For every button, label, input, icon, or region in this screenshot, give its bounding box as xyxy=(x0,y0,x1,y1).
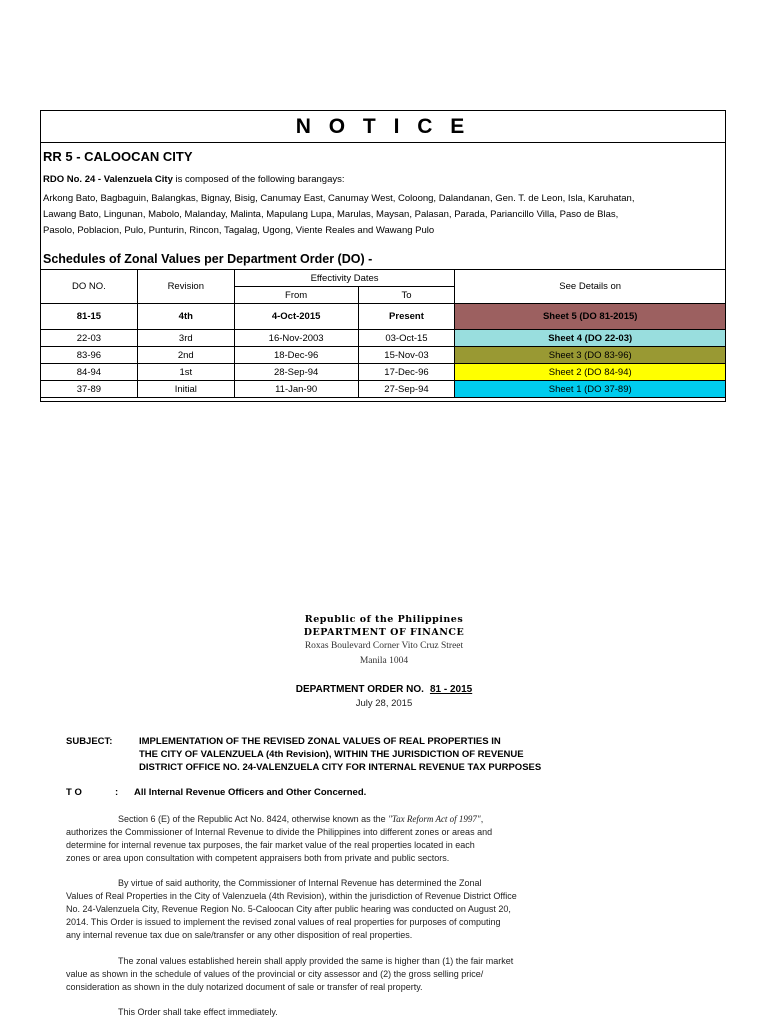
paragraph-2 xyxy=(66,877,686,942)
rdo-name: RDO No. 24 - Valenzuela City xyxy=(43,174,173,185)
paragraph-line xyxy=(66,813,686,826)
header-to: To xyxy=(358,287,455,304)
cell-from: 28-Sep-94 xyxy=(234,364,358,381)
table-row xyxy=(41,381,726,398)
paragraph-line: determine for internal revenue tax purposes, the fair market value of the real properties located in each xyxy=(66,840,475,850)
schedules-title-suffix: - xyxy=(364,252,373,266)
letterhead-city: Manila 1004 xyxy=(359,656,409,666)
paragraph-line: any internal revenue tax due on sale/transfer or any other disposition of real properties. xyxy=(66,930,413,940)
header-effectivity: Effectivity Dates xyxy=(234,270,455,287)
paragraph-line: authorizes the Commissioner of Internal Revenue to divide the Philippines into different zones or areas and xyxy=(66,827,493,837)
notice-box xyxy=(40,110,726,402)
paragraph-text: , xyxy=(480,814,484,824)
sheet-link[interactable]: Sheet 1 (DO 37-89) xyxy=(455,381,726,398)
subject-line: THE CITY OF VALENZUELA (4th Revision), WITHIN THE JURISDICTION OF REVENUE xyxy=(139,749,524,760)
paragraph-line: consideration as shown in the duly notarized document of sale or transfer of real property. xyxy=(66,982,423,992)
cell-from: 16-Nov-2003 xyxy=(234,330,358,347)
table-row xyxy=(41,364,726,381)
act-title: "Tax Reform Act of 1997" xyxy=(388,814,481,824)
subject-line: DISTRICT OFFICE NO. 24-VALENZUELA CITY FOR INTERNAL REVENUE TAX PURPOSES xyxy=(139,762,542,773)
paragraph-line: 2014. This Order is issued to implement the revised zonal values of real properties for purposes of computing xyxy=(66,917,501,927)
rdo-description: is composed of the following barangays: xyxy=(172,174,345,185)
paragraph-line: zones or area upon consultation with competent appraisers both from private and public sectors. xyxy=(66,853,450,863)
order-date: July 28, 2015 xyxy=(355,698,413,709)
barangay-line: Arkong Bato, Bagbaguin, Balangkas, Bignay, Bisig, Canumay East, Canumay West, Coloong, Dalandanan, Gen. T. de Leon, Isla, Karuhatan, xyxy=(43,193,635,204)
cell-do-no: 22-03 xyxy=(41,330,138,347)
cell-to: 03-Oct-15 xyxy=(358,330,455,347)
cell-to: 15-Nov-03 xyxy=(358,347,455,364)
table-header-row xyxy=(41,270,726,287)
sheet-link[interactable]: Sheet 5 (DO 81-2015) xyxy=(455,304,726,330)
cell-do-no: 37-89 xyxy=(41,381,138,398)
sheet-link[interactable]: Sheet 2 (DO 84-94) xyxy=(455,364,726,381)
to-colon: : xyxy=(115,787,119,798)
header-revision: Revision xyxy=(137,270,234,304)
sheet-link[interactable]: Sheet 4 (DO 22-03) xyxy=(455,330,726,347)
barangay-line: Lawang Bato, Lingunan, Mabolo, Malanday, Malinta, Mapulang Lupa, Marulas, Maysan, Palasan, Parada, Pariancillo Villa, Paso de Blas, xyxy=(43,209,619,220)
subject-line: IMPLEMENTATION OF THE REVISED ZONAL VALUES OF REAL PROPERTIES IN xyxy=(139,736,501,747)
table-row xyxy=(41,304,726,330)
rdo-line xyxy=(43,174,345,185)
order-number: 81 - 2015 xyxy=(429,684,473,695)
sheet-link[interactable]: Sheet 3 (DO 83-96) xyxy=(455,347,726,364)
paragraph-line: value as shown in the schedule of values of the provincial or city assessor and (2) the gross selling price/ xyxy=(66,969,484,979)
cell-do-no: 81-15 xyxy=(41,304,138,330)
revenue-region: RR 5 - CALOOCAN CITY xyxy=(43,149,193,164)
cell-from: 4-Oct-2015 xyxy=(234,304,358,330)
cell-revision: 4th xyxy=(137,304,234,330)
header-from: From xyxy=(234,287,358,304)
order-number-line xyxy=(0,684,768,695)
barangay-line: Pasolo, Poblacion, Pulo, Punturin, Rincon, Tagalag, Ugong, Viente Reales and Wawang Pulo xyxy=(43,225,435,236)
paragraph-line: By virtue of said authority, the Commissioner of Internal Revenue has determined the Zonal xyxy=(118,878,482,888)
schedules-title-text: Schedules of Zonal Values per Department Order (DO) xyxy=(43,252,365,266)
cell-revision: Initial xyxy=(137,381,234,398)
cell-from: 18-Dec-96 xyxy=(234,347,358,364)
header-see-details: See Details on xyxy=(455,270,726,304)
cell-revision: 2nd xyxy=(137,347,234,364)
paragraph-1 xyxy=(66,813,686,865)
to-label: T O xyxy=(66,787,82,798)
cell-to: 27-Sep-94 xyxy=(358,381,455,398)
cell-from: 11-Jan-90 xyxy=(234,381,358,398)
paragraph-line: The zonal values established herein shall apply provided the same is higher than (1) the fair market xyxy=(118,956,514,966)
subject-label: SUBJECT: xyxy=(66,736,113,747)
cell-do-no: 84-94 xyxy=(41,364,138,381)
letterhead-republic: Republic of the Philippines xyxy=(304,614,464,625)
letterhead-department: DEPARTMENT OF FINANCE xyxy=(303,627,465,638)
schedules-title xyxy=(43,252,372,266)
cell-revision: 1st xyxy=(137,364,234,381)
do-table xyxy=(40,269,726,398)
letterhead-address: Roxas Boulevard Corner Vito Cruz Street xyxy=(304,641,464,651)
table-row xyxy=(41,330,726,347)
cell-to: 17-Dec-96 xyxy=(358,364,455,381)
paragraph-4 xyxy=(66,1006,686,1019)
table-row xyxy=(41,347,726,364)
paragraph-text: Section 6 (E) of the Republic Act No. 8424, otherwise known as the xyxy=(118,814,389,824)
order-label: DEPARTMENT ORDER NO. xyxy=(295,684,424,695)
title-divider xyxy=(41,142,725,143)
header-do-no: DO NO. xyxy=(41,270,138,304)
paragraph-line: Values of Real Properties in the City of Valenzuela (4th Revision), within the jurisdiction of Revenue District Office xyxy=(66,891,517,901)
paragraph-line: No. 24-Valenzuela City, Revenue Region No. 5-Caloocan City after public hearing was conducted on August 20, xyxy=(66,904,511,914)
cell-to: Present xyxy=(358,304,455,330)
paragraph-line: This Order shall take effect immediately. xyxy=(118,1007,278,1017)
paragraph-3 xyxy=(66,955,686,994)
to-recipients: All Internal Revenue Officers and Other Concerned. xyxy=(134,787,367,798)
cell-revision: 3rd xyxy=(137,330,234,347)
notice-title: N O T I C E xyxy=(295,115,471,138)
cell-do-no: 83-96 xyxy=(41,347,138,364)
